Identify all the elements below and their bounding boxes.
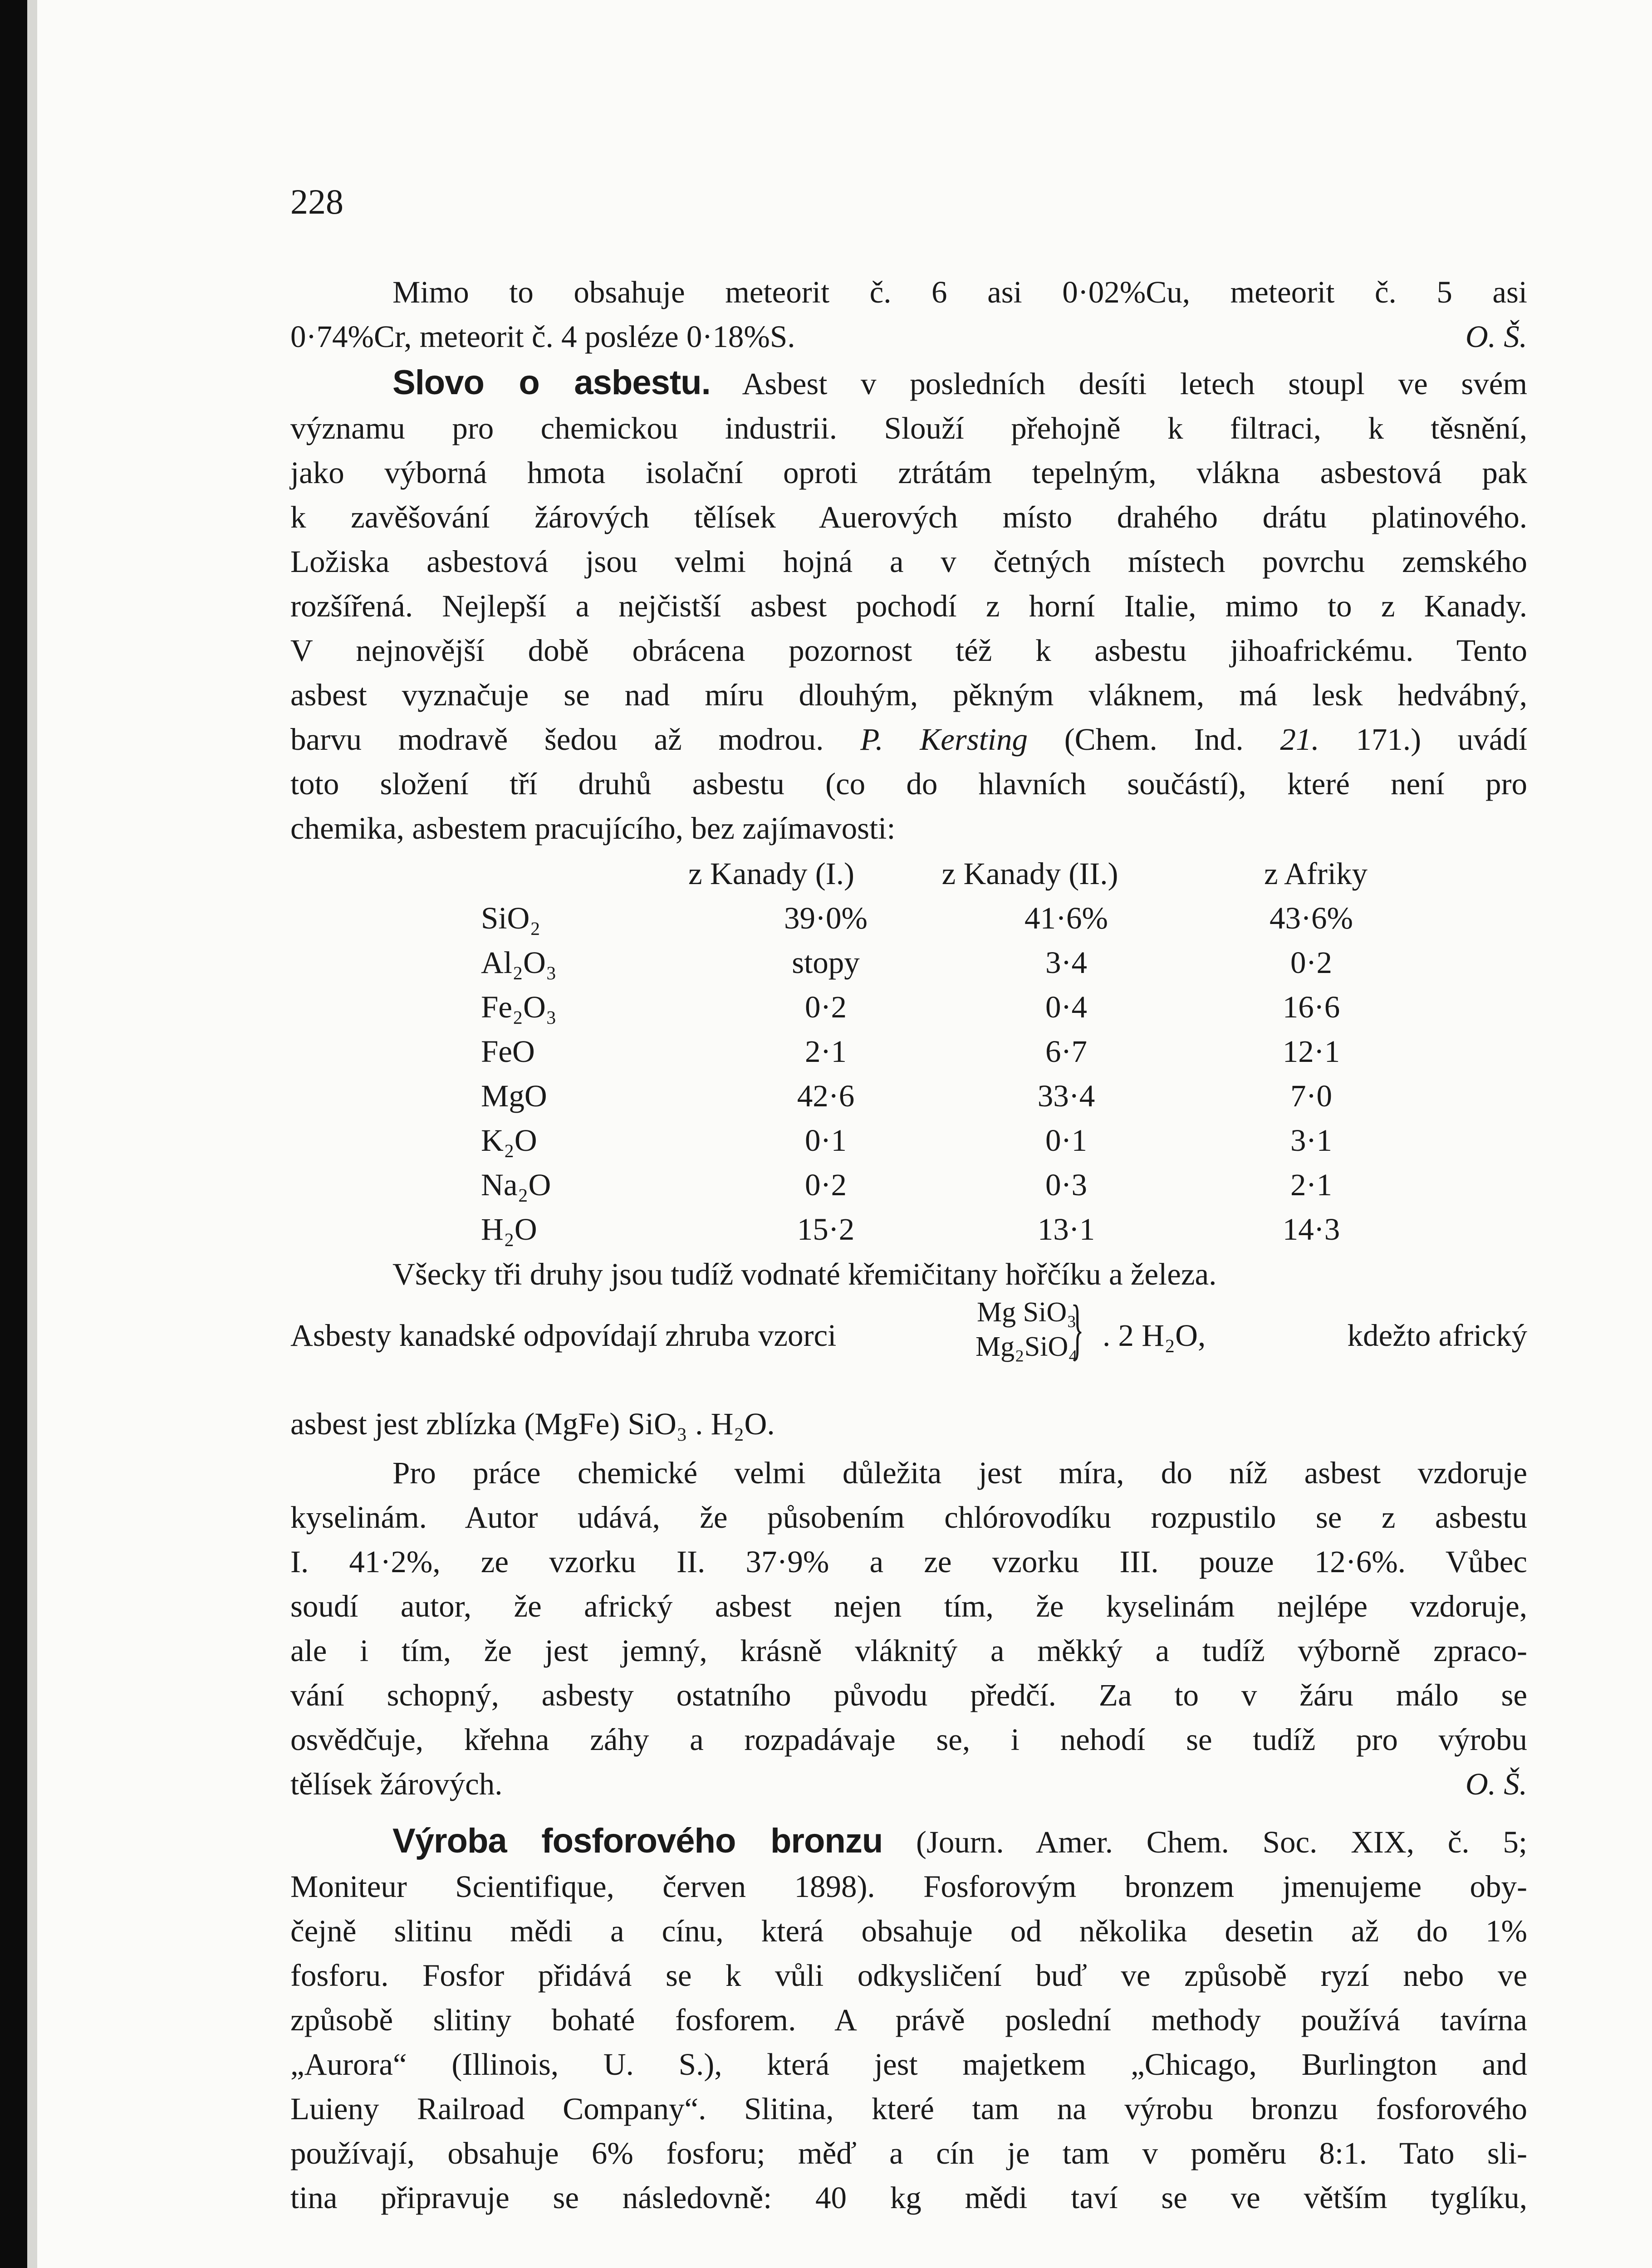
text-line: [290, 1819, 1527, 1865]
text-line: V nejnovější době obrácena pozornost též k asbestu jihoafrickému. Tento: [290, 633, 1527, 668]
value-cell: 0·4: [1045, 990, 1087, 1024]
citation-volume: 21.: [1280, 722, 1319, 757]
compound-cell: Al₂O₃: [481, 945, 557, 980]
value-cell: 0·2: [805, 990, 847, 1024]
column-header: z Kanady (II.): [941, 856, 1118, 891]
text-line: asbest vyznačuje se nad míru dlouhým, pěkným vláknem, má lesk hedvábný,: [290, 678, 1527, 712]
formula-prefix: Asbesty kanadské odpovídají zhruba vzorci: [290, 1318, 837, 1353]
text-line: Ložiska asbestová jsou velmi hojná a v četných místech povrchu zemského: [290, 544, 1527, 579]
value-cell: 2·1: [805, 1034, 847, 1069]
compound-cell: MgO: [481, 1079, 547, 1113]
text-line: kyselinám. Autor udává, že působením chlórovodíku rozpustilo se z asbestu: [290, 1500, 1527, 1535]
value-cell: 0·2: [1290, 945, 1332, 980]
table-header: [290, 851, 1527, 896]
value-cell: 0·1: [1045, 1123, 1087, 1158]
text-line: „Aurora“ (Illinois, U. S.), která jest majetkem „Chicago, Burlington and: [290, 2047, 1527, 2082]
value-cell: 15·2: [797, 1212, 855, 1246]
text-line: Pro práce chemické velmi důležita jest míra, do níž asbest vzdoruje: [392, 1456, 1527, 1490]
table-row: [290, 985, 1527, 1029]
text-line: jako výborná hmota isolační oproti ztrátám tepelným, vlákna asbestová pak: [290, 455, 1527, 490]
text-line: [290, 314, 1527, 359]
value-cell: 41·6%: [1025, 901, 1108, 935]
signature: O. Š.: [1465, 1767, 1527, 1801]
text-line: vání schopný, asbesty ostatního původu předčí. Za to v žáru málo se: [290, 1678, 1527, 1712]
value-cell: 0·1: [805, 1123, 847, 1158]
text-line: ale i tím, že jest jemný, krásně vláknitý a měkký a tudíž výborně zpraco-: [290, 1633, 1527, 1668]
signature: O. Š.: [1465, 319, 1527, 354]
value-cell: 7·0: [1290, 1079, 1332, 1113]
column-header: z Afriky: [1264, 856, 1368, 891]
column-header: z Kanady (I.): [688, 856, 854, 891]
table-row: [290, 1118, 1527, 1163]
text-line: způsobě slitiny bohaté fosforem. A právě poslední methody používá tavírna: [290, 2003, 1527, 2037]
compound-cell: H₂O: [481, 1212, 537, 1246]
table-row: [290, 896, 1527, 940]
value-cell: 13·1: [1037, 1212, 1095, 1246]
text-line: [290, 361, 1527, 406]
text-line: čejně slitinu mědi a cínu, která obsahuje od několika desetin až do 1%: [290, 1914, 1527, 1948]
text-line: tina připravuje se následovně: 40 kg mědi taví se ve větším tyglíku,: [290, 2180, 1527, 2215]
value-cell: 43·6%: [1270, 901, 1353, 935]
table-row: [290, 1029, 1527, 1074]
formula-suffix: . 2 H₂O,: [1103, 1318, 1206, 1353]
brace-glyph: }: [1071, 1291, 1084, 1367]
citation-source: (Chem. Ind.: [1064, 722, 1244, 757]
table-row: [290, 940, 1527, 985]
text-line: I. 41·2%, ze vzorku II. 37·9% a ze vzorku III. pouze 12·6%. Vůbec: [290, 1545, 1527, 1579]
text-line: chemika, asbestem pracujícího, bez zajímavosti:: [290, 811, 896, 846]
value-cell: 14·3: [1282, 1212, 1340, 1246]
text-line: Mimo to obsahuje meteorit č. 6 asi 0·02%Cu, meteorit č. 5 asi: [392, 275, 1527, 309]
text-line: Moniteur Scientifique, červen 1898). Fosforovým bronzem jmenujeme oby-: [290, 1869, 1527, 1904]
citation-author: P. Kersting: [860, 722, 1028, 757]
value-cell: 0·3: [1045, 1168, 1087, 1202]
value-cell: stopy: [792, 945, 860, 980]
formula-bottom: Mg₂SiO₄: [976, 1331, 1078, 1362]
text-line: k zavěšování žárových tělísek Auerových místo drahého drátu platinového.: [290, 500, 1527, 534]
text-line: soudí autor, že africký asbest nejen tím, že kyselinám nejlépe vzdoruje,: [290, 1589, 1527, 1623]
compound-cell: K₂O: [481, 1123, 537, 1158]
table-row: [290, 1207, 1527, 1251]
text-line: asbest jest zblízka (MgFe) SiO₃ . H₂O.: [290, 1407, 775, 1441]
page-spine-shadow: [27, 0, 37, 2268]
text-fragment: barvu modravě šedou až modrou.: [290, 722, 824, 757]
text-line: Luieny Railroad Company“. Slitina, které tam na výrobu bronzu fosforového: [290, 2092, 1527, 2126]
value-cell: 6·7: [1045, 1034, 1087, 1069]
text-line: významu pro chemickou industrii. Slouží přehojně k filtraci, k těsnění,: [290, 411, 1527, 445]
text-line: toto složení tří druhů asbestu (co do hlavních součástí), které není pro: [290, 767, 1527, 801]
text-fragment: 0·74%Cr, meteorit č. 4 posléze 0·18%S.: [290, 319, 795, 354]
citation-page: 171.): [1356, 722, 1422, 757]
formula-end-text: kdežto africký: [1347, 1318, 1527, 1353]
text-line: [290, 717, 1527, 762]
section-heading-asbest: Slovo o asbestu.: [392, 363, 711, 402]
value-cell: 0·2: [805, 1168, 847, 1202]
value-cell: 33·4: [1037, 1079, 1095, 1113]
compound-cell: Na₂O: [481, 1168, 551, 1202]
text-line: osvědčuje, křehna záhy a rozpadávaje se, i nehodí se tudíž pro výrobu: [290, 1722, 1527, 1757]
text-fragment: Asbest v posledních desíti letech stoupl ve svém: [742, 367, 1527, 401]
text-fragment: tělísek žárových.: [290, 1767, 503, 1801]
value-cell: 39·0%: [784, 901, 868, 935]
compound-cell: SiO₂: [481, 901, 541, 935]
text-line: Všecky tři druhy jsou tudíž vodnaté křemičitany hořčíku a železa.: [392, 1257, 1217, 1291]
value-cell: 2·1: [1290, 1168, 1332, 1202]
value-cell: 3·4: [1045, 945, 1087, 980]
compound-cell: FeO: [481, 1034, 535, 1069]
text-line: fosforu. Fosfor přidává se k vůli odkysličení buď ve způsobě ryzí nebo ve: [290, 1958, 1527, 1993]
text-fragment: (Journ. Amer. Chem. Soc. XIX, č. 5;: [916, 1825, 1528, 1859]
text-line: používají, obsahuje 6% fosforu; měď a cín je tam v poměru 8:1. Tato sli-: [290, 2136, 1527, 2170]
text-line: rozšířená. Nejlepší a nejčistší asbest pochodí z horní Italie, mimo to z Kanady.: [290, 589, 1527, 623]
formula-line: [290, 1291, 1527, 1386]
formula-stack: [976, 1295, 1078, 1364]
text-line: [290, 1762, 1527, 1807]
page-number: 228: [290, 182, 343, 221]
value-cell: 16·6: [1282, 990, 1340, 1024]
citation-after: uvádí: [1457, 722, 1528, 757]
table-row: [290, 1074, 1527, 1118]
compound-cell: Fe₂O₃: [481, 990, 557, 1024]
table-row: [290, 1163, 1527, 1207]
value-cell: 42·6: [797, 1079, 855, 1113]
section-heading-bronz: Výroba fosforového bronzu: [392, 1822, 883, 1860]
value-cell: 12·1: [1282, 1034, 1340, 1069]
formula-top: Mg SiO₃: [977, 1297, 1077, 1328]
value-cell: 3·1: [1290, 1123, 1332, 1158]
